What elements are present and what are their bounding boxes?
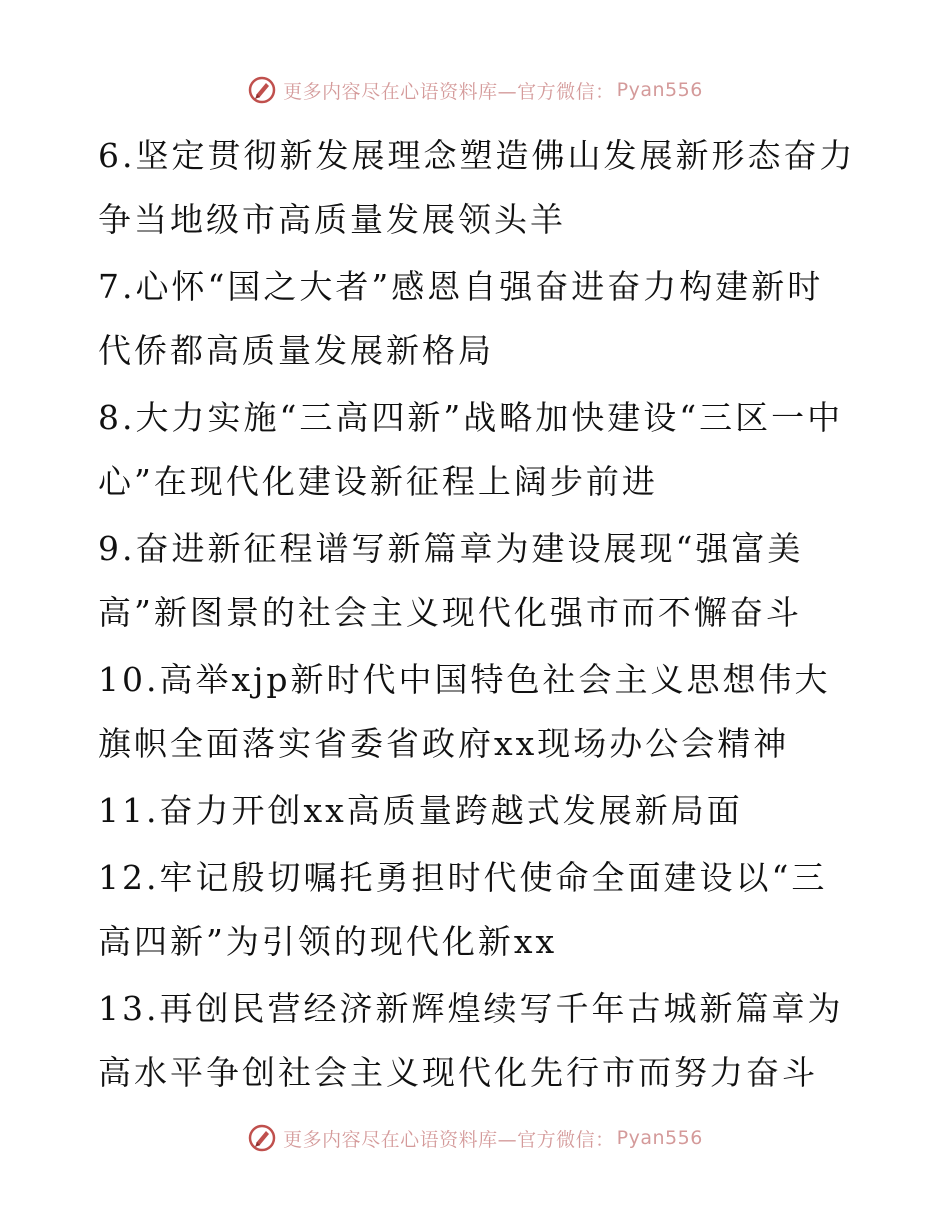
watermark-contact: Pyan556 xyxy=(616,79,703,101)
footer-watermark xyxy=(0,1118,950,1158)
list-item: 7.心怀“国之大者”感恩自强奋进奋力构建新时代侨都高质量发展新格局 xyxy=(98,267,824,370)
header-watermark xyxy=(0,70,950,110)
watermark-contact: Pyan556 xyxy=(616,1127,703,1149)
list-item: 8.大力实施“三高四新”战略加快建设“三区一中心”在现代化建设新征程上阔步前进 xyxy=(98,398,844,501)
list-item: 10.高举xjp新时代中国特色社会主义思想伟大旗帜全面落实省委省政府xx现场办公会精神 xyxy=(98,660,831,763)
brand-logo-icon xyxy=(247,1123,277,1153)
list-item: 11.奋力开创xx高质量跨越式发展新局面 xyxy=(98,791,743,830)
list-item: 6.坚定贯彻新发展理念塑造佛山发展新形态奋力争当地级市高质量发展领头羊 xyxy=(98,136,856,239)
watermark-text: 更多内容尽在心语资料库—官方微信： xyxy=(283,80,615,103)
brand-logo-icon xyxy=(247,75,277,105)
document-body xyxy=(98,124,858,1108)
list-item: 12.牢记殷切嘱托勇担时代使命全面建设以“三高四新”为引领的现代化新xx xyxy=(98,858,828,961)
watermark-text: 更多内容尽在心语资料库—官方微信： xyxy=(283,1128,615,1151)
list-item: 9.奋进新征程谱写新篇章为建设展现“强富美高”新图景的社会主义现代化强市而不懈奋斗 xyxy=(98,529,804,632)
list-item: 13.再创民营经济新辉煌续写千年古城新篇章为高水平争创社会主义现代化先行市而努力奋斗 xyxy=(98,989,844,1092)
